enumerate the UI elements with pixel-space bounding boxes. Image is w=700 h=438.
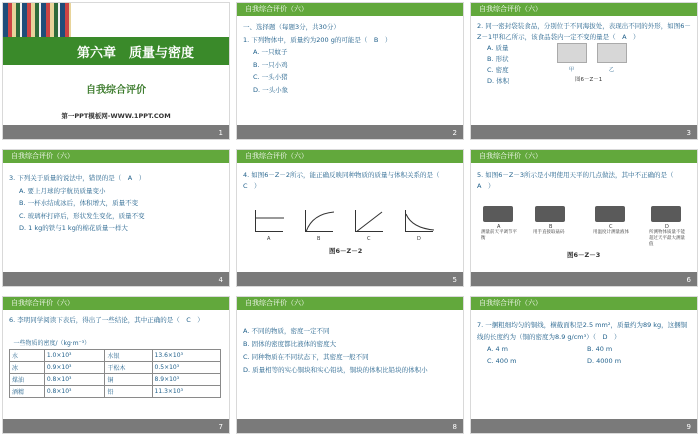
graph-c: [355, 210, 383, 232]
slide-body: [243, 21, 457, 96]
option-a: A. 质量: [487, 44, 509, 52]
figure-caption: 图6－Z－2: [329, 247, 363, 255]
slide-3[interactable]: [470, 2, 698, 140]
option-c: C. 一头小猪: [253, 73, 288, 81]
slide-4[interactable]: [2, 149, 230, 287]
slide-footer: [237, 272, 463, 286]
table-cell: 铅: [105, 385, 152, 397]
option-row-2: [477, 355, 691, 367]
balance-caption-a: 测量前天平调节平衡: [481, 230, 517, 241]
slide-header: [3, 150, 229, 163]
table-cell: 13.6×10³: [152, 349, 220, 361]
table-cell: 11.3×10³: [152, 385, 220, 397]
option-row-1: [477, 343, 691, 355]
slide-number: 8: [452, 423, 457, 431]
slide-body: [9, 315, 223, 325]
question-text: 2. 同一密封袋装食品，分别位于不同海拔处，表现出不同的外形，如图6－Z－1甲和乙所示，该食品袋内一定不变的量是（ A ）: [477, 22, 691, 41]
slide-footer: [471, 125, 697, 139]
slide-body: [477, 170, 691, 192]
balance-image-a: [483, 206, 513, 222]
figure-caption: 图6－Z－1: [575, 77, 603, 83]
header-title: 自我综合评价（六）: [479, 5, 542, 13]
slide-number: 6: [686, 276, 691, 284]
slide-number: 4: [218, 276, 223, 284]
figure-caption: 图6－Z－3: [567, 251, 601, 259]
slide-number: 9: [686, 423, 691, 431]
option-a: A. 要上月球的宇航员质量变小: [19, 186, 106, 195]
table-cell: 0.5×10³: [152, 361, 220, 373]
table-cell: 煤油: [10, 373, 45, 385]
question-text: 4. 如图6－Z－2所示，能正确反映同种物质的质量与体积关系的是（ C ）: [243, 171, 446, 190]
table-caption: 一些物质的密度/（kg·m⁻³）: [13, 340, 91, 348]
pic-label-a: 甲: [569, 67, 575, 73]
balance-label-b: B: [549, 224, 553, 230]
table-cell: 0.8×10³: [44, 385, 105, 397]
slide-2[interactable]: [236, 2, 464, 140]
slide-number: 2: [452, 129, 457, 137]
graph-label-b: B: [317, 236, 321, 242]
slide-9[interactable]: [470, 296, 698, 434]
slide-number: 7: [218, 423, 223, 431]
table-row: [10, 361, 221, 373]
table-cell: 冰: [10, 361, 45, 373]
option-a: A. 一只蚊子: [253, 48, 288, 56]
slide-footer: [471, 272, 697, 286]
question-text: 1. 下列物体中，质量约为200 g的可能是（ B ）: [243, 35, 392, 44]
chapter-title: 第六章 质量与密度: [77, 46, 195, 61]
option-d: D. 4000 m: [587, 357, 622, 365]
balance-image-d: [651, 206, 681, 222]
table-row: [10, 373, 221, 385]
balance-label-a: A: [497, 224, 501, 230]
slide-header: [237, 3, 463, 16]
graph-label-a: A: [267, 236, 271, 242]
header-title: 自我综合评价（六）: [11, 299, 74, 307]
table-cell: 水: [10, 349, 45, 361]
slide-header: [237, 150, 463, 163]
slide-footer: [471, 419, 697, 433]
header-title: 自我综合评价（六）: [245, 299, 308, 307]
balance-caption-d: 所测物体质量不能超过天平最大测量值: [649, 230, 685, 247]
graph-label-c: C: [367, 236, 371, 242]
option-c: C. 密度: [487, 66, 509, 74]
balance-label-d: D: [665, 224, 669, 230]
option-a: A. 4 m: [487, 345, 508, 353]
table-cell: 0.8×10³: [44, 373, 105, 385]
table-cell: 水银: [105, 349, 152, 361]
option-b: B. 一杯水结成冰后，体积增大，质量不变: [19, 199, 139, 207]
question-text: 3. 下列关于质量的说法中，错误的是（ A ）: [9, 174, 146, 182]
slide-body: [9, 172, 223, 235]
option-a: A. 不同的物质，密度一定不同: [243, 327, 330, 335]
slide-body: [477, 319, 691, 367]
slide-header: [3, 297, 229, 310]
option-d: D. 质量相等的实心铜块和实心铅块，铜块的体积比铅块的体积小: [243, 366, 428, 374]
table-cell: 1.0×10³: [44, 349, 105, 361]
slide-header: [471, 150, 697, 163]
balance-image-c: [595, 206, 625, 222]
slide-5[interactable]: [236, 149, 464, 287]
option-b: B. 一只小鸡: [253, 60, 288, 69]
question-text: 5. 如图6－Z－3所示是小明使用天平的几点做法，其中不正确的是（ A ）: [477, 171, 680, 190]
slide-header: [237, 297, 463, 310]
graph-label-d: D: [417, 236, 421, 242]
slide-number: 1: [218, 129, 223, 137]
section-title: 一、选择题（每题3分，共30分）: [243, 23, 340, 31]
slide-footer: [3, 272, 229, 286]
slide-body: [243, 325, 457, 377]
subtitle: 自我综合评价: [86, 85, 146, 96]
density-table: [9, 337, 221, 398]
table-row: [10, 385, 221, 397]
balance-label-c: C: [609, 224, 613, 230]
slide-number: 3: [686, 129, 691, 137]
option-c: C. 玻璃杯打碎后，形状发生变化，质量不变: [19, 211, 145, 220]
slide-footer: [3, 125, 229, 139]
option-b: B. 40 m: [587, 345, 613, 353]
graph-b: [305, 210, 333, 232]
slide-footer: [237, 125, 463, 139]
question-text: 7. 一捆粗细均匀的铜线，横截面积是2.5 mm²，质量约为89 kg，这捆铜线的长度约为（铜的密度为8.9 g/cm³）（ D ）: [477, 321, 688, 341]
option-d: D. 一头小象: [253, 85, 289, 94]
table-row: [10, 349, 221, 361]
slide-6[interactable]: [470, 149, 698, 287]
header-title: 自我综合评价（六）: [479, 152, 542, 160]
balance-caption-c: 用温度计测量液体: [593, 230, 629, 235]
header-title: 自我综合评价（六）: [245, 5, 308, 13]
balance-image-b: [535, 206, 565, 222]
option-b: B. 形状: [487, 55, 509, 63]
table-cell: 0.9×10³: [44, 361, 105, 373]
table-cell: 8.9×10³: [152, 373, 220, 385]
slide-footer: [237, 419, 463, 433]
graph-a: [255, 210, 283, 232]
header-title: 自我综合评价（六）: [479, 299, 542, 307]
website-text: 第一PPT模板网-WWW.1PPT.COM: [61, 112, 171, 120]
balance-caption-b: 用手直接取砝码: [533, 230, 565, 235]
slide-header: [471, 3, 697, 16]
slide-8[interactable]: [236, 296, 464, 434]
food-bag-image-a: [557, 43, 587, 63]
table-cell: 铜: [105, 373, 152, 385]
table-cell: 干松木: [105, 361, 152, 373]
slide-footer: [3, 419, 229, 433]
slide-7[interactable]: [2, 296, 230, 434]
option-c: C. 同种物质在不同状态下，其密度一般不同: [243, 353, 369, 361]
graph-d: [405, 210, 433, 232]
option-d: D. 1 kg的铁与1 kg的棉花质量一样大: [19, 224, 128, 232]
food-bag-image-b: [597, 43, 627, 63]
pic-label-b: 乙: [609, 67, 615, 73]
header-title: 自我综合评价（六）: [245, 152, 308, 160]
slide-body: [477, 21, 691, 97]
slide-number: 5: [452, 276, 457, 284]
slide-header: [471, 297, 697, 310]
option-d: D. 体积: [487, 77, 510, 85]
table-cell: 酒精: [10, 385, 45, 397]
slide-1[interactable]: [2, 2, 230, 140]
question-text: 6. 李明同学阅读下表后，得出了一些结论，其中正确的是（ C ）: [9, 316, 204, 324]
header-title: 自我综合评价（六）: [11, 152, 74, 160]
option-c: C. 400 m: [487, 357, 517, 365]
option-b: B. 固体的密度都比液体的密度大: [243, 340, 337, 348]
slide-body: [243, 170, 457, 192]
